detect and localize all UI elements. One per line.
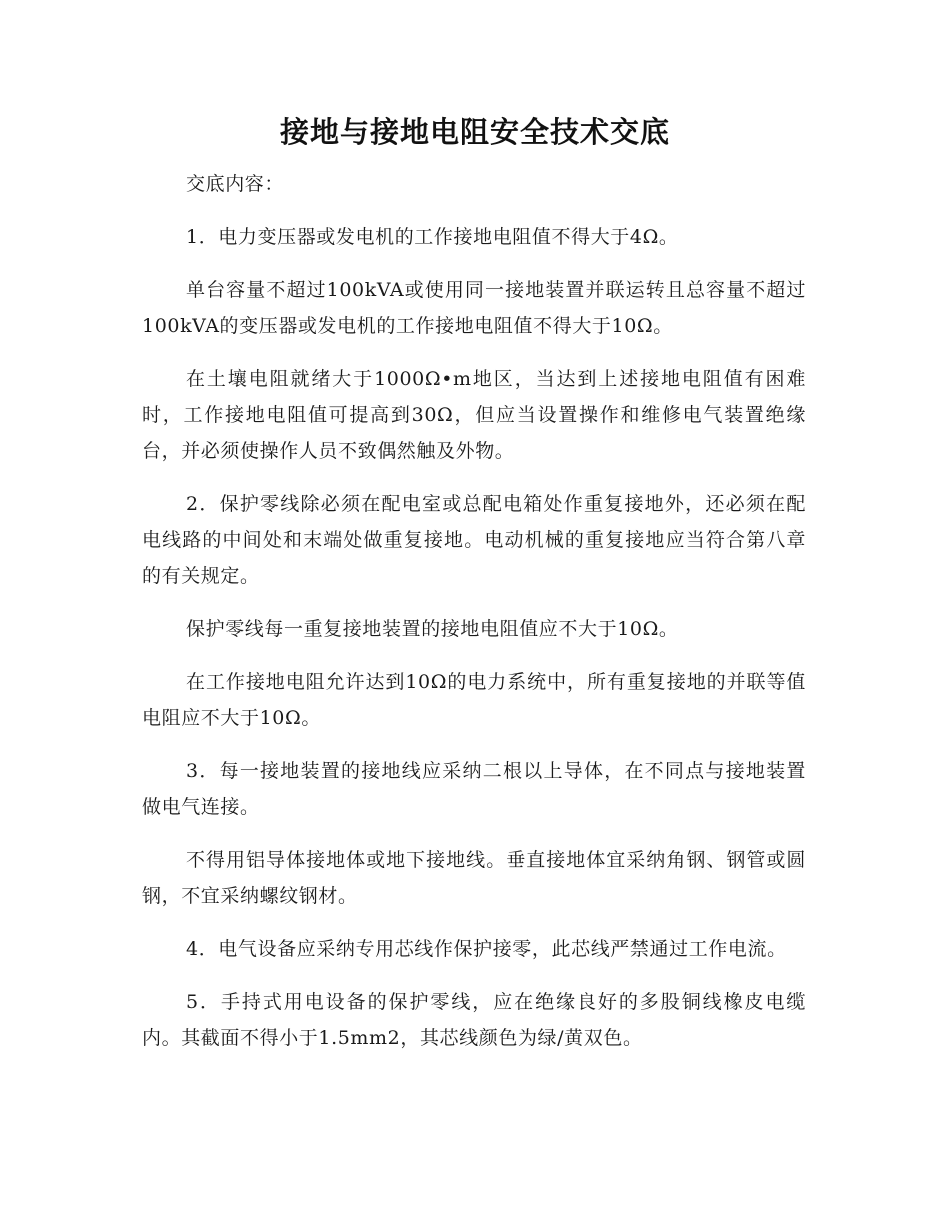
paragraph-item-4: 4．电气设备应采纳专用芯线作保护接零，此芯线严禁通过工作电流。 — [186, 938, 787, 960]
paragraph-repeat-grounding-value: 保护零线每一重复接地装置的接地电阻值应不大于10Ω。 — [186, 618, 679, 640]
paragraph-item-1: 1．电力变压器或发电机的工作接地电阻值不得大于4Ω。 — [186, 226, 679, 248]
paragraph-item-5: 5．手持式用电设备的保护零线，应在绝缘良好的多股铜线橡皮电缆内。其截面不得小于1.5mm2，其芯线颜色为绿/黄双色。 — [142, 991, 806, 1049]
paragraph-intro: 交底内容： — [186, 173, 285, 195]
paragraph-capacity-rule: 单台容量不超过100kVA或使用同一接地装置并联运转且总容量不超过100kVA的变压器或发电机的工作接地电阻值不得大于10Ω。 — [142, 279, 806, 337]
paragraph-parallel-resistance: 在工作接地电阻允许达到10Ω的电力系统中，所有重复接地的并联等值电阻应不大于10Ω。 — [142, 671, 806, 729]
document-body — [142, 166, 806, 1073]
paragraph-item-2: 2．保护零线除必须在配电室或总配电箱处作重复接地外，还必须在配电线路的中间处和末端处做重复接地。电动机械的重复接地应当符合第八章的有关规定。 — [142, 493, 806, 587]
paragraph-conductor-material: 不得用铝导体接地体或地下接地线。垂直接地体宜采纳角钢、钢管或圆钢，不宜采纳螺纹钢材。 — [142, 849, 806, 907]
paragraph-item-3: 3．每一接地装置的接地线应采纳二根以上导体，在不同点与接地装置做电气连接。 — [142, 760, 806, 818]
paragraph-soil-resistance: 在土壤电阻就绪大于1000Ω•m地区，当达到上述接地电阻值有困难时，工作接地电阻值可提高到30Ω，但应当设置操作和维修电气装置绝缘台，并必须使操作人员不致偶然触及外物。 — [142, 368, 806, 462]
document-title: 接地与接地电阻安全技术交底 — [279, 115, 670, 149]
